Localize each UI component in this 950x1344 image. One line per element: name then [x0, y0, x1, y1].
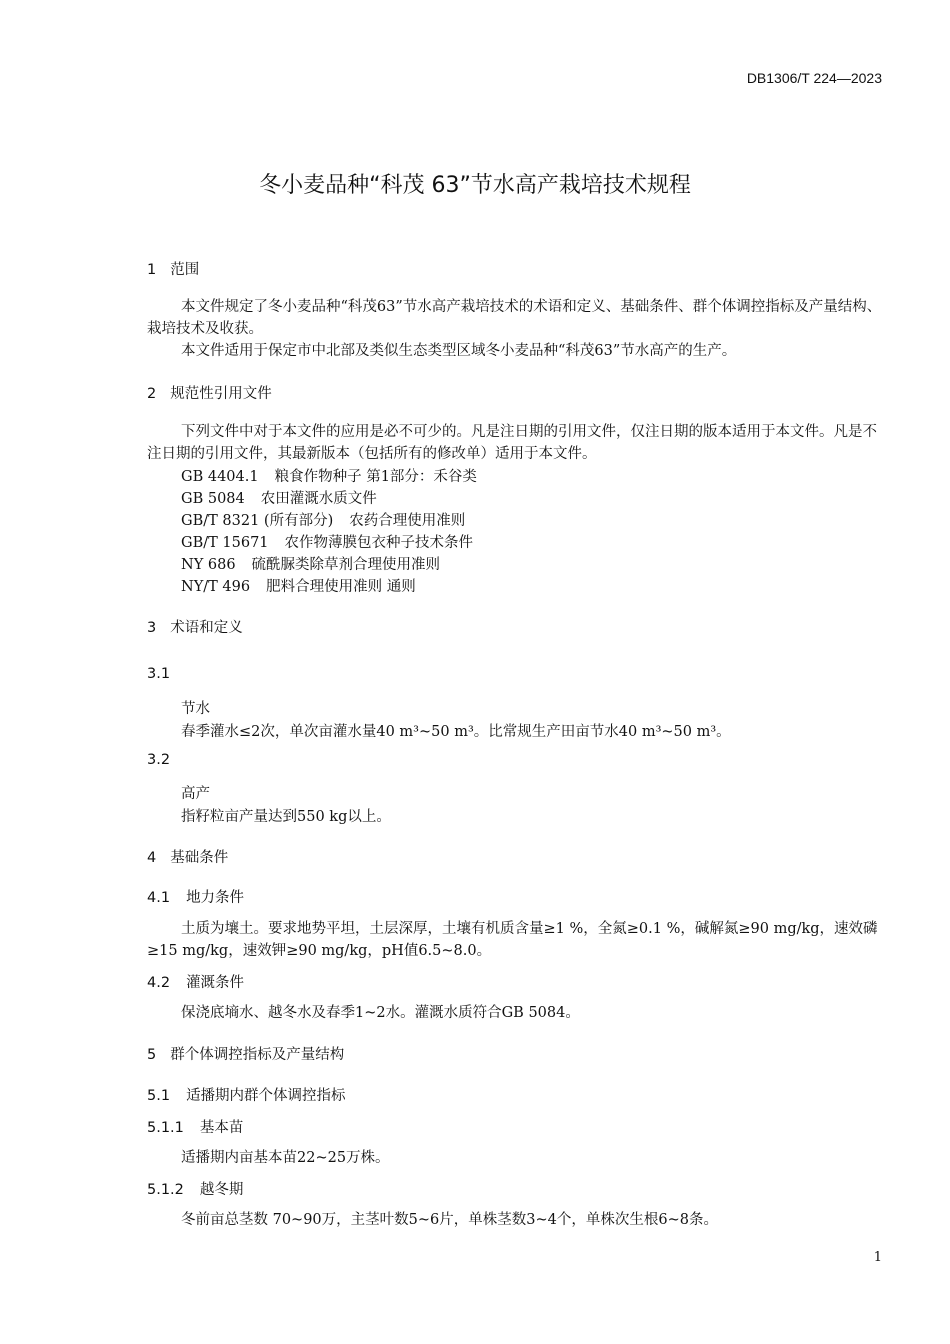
scope-paragraph-1: 本文件规定了冬小麦品种“科茂63”节水高产栽培技术的术语和定义、基础条件、群个体调控指标及产量结构、栽培技术及收获。: [147, 299, 882, 337]
section-1-heading: [147, 258, 199, 279]
irrigation-conditions-paragraph: 保浇底墒水、越冬水及春季1~2水。灌溉水质符合GB 5084。: [181, 1005, 580, 1021]
reference-code: GB/T 15671: [181, 535, 269, 551]
term-3-2-number: 3.2: [147, 752, 171, 768]
section-3-heading: [147, 616, 243, 637]
subsection-number: 5.1: [147, 1088, 171, 1104]
section-number: 3: [147, 620, 157, 636]
term-3-2-definition: 指籽粒亩产量达到550 kg以上。: [181, 809, 391, 825]
section-5-heading: [147, 1043, 344, 1064]
reference-name: 农作物薄膜包衣种子技术条件: [284, 535, 474, 551]
reference-code: GB/T 8321 (所有部分): [181, 513, 334, 529]
section-title: 规范性引用文件: [170, 386, 272, 402]
reference-name: 粮食作物种子 第1部分：禾谷类: [274, 469, 477, 485]
subsection-5-1-2-heading: [147, 1178, 243, 1199]
reference-name: 农药合理使用准则: [349, 513, 466, 529]
subsection-5-1-1-heading: [147, 1116, 243, 1137]
reference-name: 肥料合理使用准则 通则: [266, 579, 416, 595]
subsection-4-1-heading: [147, 886, 244, 907]
subsection-number: 4.1: [147, 890, 171, 906]
subsection-5-1-heading: [147, 1084, 346, 1105]
section-title: 范围: [170, 262, 200, 278]
subsection-number: 5.1.2: [147, 1182, 184, 1198]
soil-conditions-paragraph: 土质为壤土。要求地势平坦，土层深厚，土壤有机质含量≥1 %，全氮≥0.1 %，碱解氮≥90 mg/kg，速效磷≥15 mg/kg，速效钾≥90 mg/kg，pH值6.5~8.0。: [147, 921, 878, 959]
reference-item: [181, 531, 473, 552]
subsection-title: 灌溉条件: [186, 975, 245, 991]
subsection-4-2-heading: [147, 971, 244, 992]
section-title: 术语和定义: [170, 620, 243, 636]
reference-code: NY 686: [181, 557, 236, 573]
section-title: 群个体调控指标及产量结构: [170, 1047, 345, 1063]
term-3-1-definition: 春季灌水≤2次，单次亩灌水量40 m³~50 m³。比常规生产田亩节水40 m³~50 m³。: [181, 724, 731, 740]
document-title: 冬小麦品种“科茂 63”节水高产栽培技术规程: [259, 173, 691, 198]
document-number: DB1306/T 224—2023: [746, 70, 882, 86]
reference-code: NY/T 496: [181, 579, 251, 595]
reference-code: GB 5084: [181, 491, 245, 507]
term-3-2-name: 高产: [181, 786, 210, 802]
section-4-heading: [147, 846, 228, 867]
reference-name: 农田灌溉水质文件: [260, 491, 377, 507]
section-number: 2: [147, 386, 157, 402]
reference-item: [181, 553, 440, 574]
section-2-heading: [147, 382, 272, 403]
section-number: 5: [147, 1047, 157, 1063]
overwintering-paragraph: 冬前亩总茎数 70~90万，主茎叶数5~6片，单株茎数3~4个，单株次生根6~8条。: [181, 1212, 718, 1228]
subsection-title: 越冬期: [199, 1182, 244, 1198]
reference-item: [181, 465, 477, 486]
subsection-number: 5.1.1: [147, 1120, 184, 1136]
section-number: 4: [147, 850, 157, 866]
subsection-title: 基本苗: [199, 1120, 244, 1136]
section-number: 1: [147, 262, 157, 278]
section-title: 基础条件: [170, 850, 229, 866]
reference-item: [181, 487, 377, 508]
reference-item: [181, 509, 465, 530]
term-3-1-number: 3.1: [147, 666, 171, 682]
basic-seedlings-paragraph: 适播期内亩基本苗22~25万株。: [181, 1150, 390, 1166]
subsection-title: 地力条件: [186, 890, 245, 906]
reference-code: GB 4404.1: [181, 469, 259, 485]
page-number: 1: [873, 1250, 882, 1265]
normative-references-intro: 下列文件中对于本文件的应用是必不可少的。凡是注日期的引用文件，仅注日期的版本适用于本文件。凡是不注日期的引用文件，其最新版本（包括所有的修改单）适用于本文件。: [147, 424, 877, 462]
subsection-number: 4.2: [147, 975, 171, 991]
term-3-1-name: 节水: [181, 701, 210, 717]
reference-item: [181, 575, 416, 596]
subsection-title: 适播期内群个体调控指标: [186, 1088, 346, 1104]
scope-paragraph-2: 本文件适用于保定市中北部及类似生态类型区域冬小麦品种“科茂63”节水高产的生产。: [181, 343, 737, 359]
reference-name: 硫酰脲类除草剂合理使用准则: [251, 557, 441, 573]
